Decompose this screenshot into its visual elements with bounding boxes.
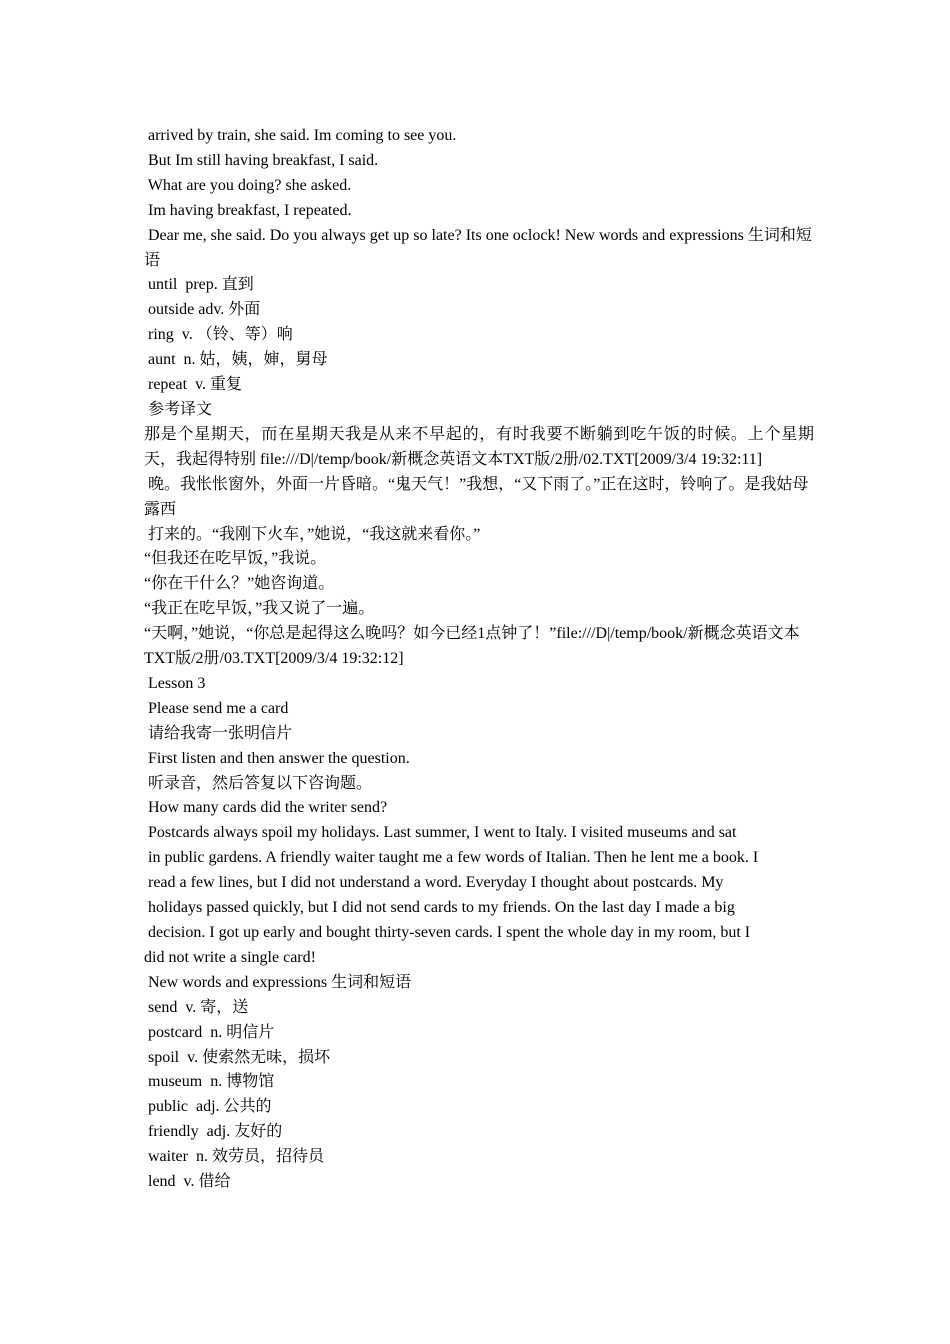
vocab-item: until prep. 直到 xyxy=(144,276,254,294)
text-line: But Im still having breakfast, I said. xyxy=(144,151,379,169)
text-line: holidays passed quickly, but I did not send cards to my friends. On the last day I made a big xyxy=(144,899,735,917)
text-line: in public gardens. A friendly waiter taught me a few words of Italian. Then he lent me a book. I xyxy=(144,849,759,867)
vocab-item: spoil v. 使索然无味，损坏 xyxy=(144,1048,331,1066)
text-line: Dear me, she said. Do you always get up so late? Its one oclock! New words and expressions 生词和短语 xyxy=(144,226,812,269)
vocab-item: send v. 寄，送 xyxy=(144,998,249,1016)
text-line: What are you doing? she asked. xyxy=(144,176,352,194)
text-line: First listen and then answer the question. xyxy=(144,749,410,767)
vocab-item: aunt n. 姑，姨，婶，舅母 xyxy=(144,351,328,369)
text-line: read a few lines, but I did not understand a word. Everyday I thought about postcards. My xyxy=(144,874,724,892)
section-heading: 参考译文 xyxy=(144,400,213,418)
vocab-item: postcard n. 明信片 xyxy=(144,1023,275,1041)
vocab-item: lend v. 借给 xyxy=(144,1173,231,1191)
text-line: 听录音，然后答复以下咨询题。 xyxy=(144,774,373,792)
text-line: Postcards always spoil my holidays. Last summer, I went to Italy. I visited museums and sat xyxy=(144,824,737,842)
vocab-item: waiter n. 效劳员，招待员 xyxy=(144,1148,324,1166)
lesson-title: Lesson 3 xyxy=(144,674,206,692)
text-line: 打来的。“我刚下火车，”她说，“我这就来看你。” xyxy=(144,525,481,543)
text-line: decision. I got up early and bought thirty-seven cards. I spent the whole day in my room, but I xyxy=(144,924,751,941)
text-line: arrived by train, she said. Im coming to see you. xyxy=(144,127,457,144)
text-line: 晚。我怅怅窗外，外面一片昏暗。“鬼天气！”我想，“又下雨了。”正在这时，铃响了。是我姑母露西 xyxy=(144,475,809,518)
lesson-subtitle: Please send me a card xyxy=(144,699,289,717)
vocab-item: ring v. （铃、等）响 xyxy=(144,326,293,344)
document-page xyxy=(144,124,814,1195)
text-line: 那是个星期天，而在星期天我是从来不早起的，有时我要不断躺到吃午饭的时候。上个星期天，我起得特别 file:///D|/temp/book/新概念英语文本TXT版/2册/02.TXT[2009/3/4 19:32:11] xyxy=(144,425,814,468)
text-line: “我正在吃早饭，”我又说了一遍。 xyxy=(144,600,375,618)
text-line: “天啊，”她说，“你总是起得这么晚吗？如今已经1点钟了！”file:///D|/temp/book/新概念英语文本TXT版/2册/03.TXT[2009/3/4 19:32:12] xyxy=(144,625,800,668)
vocab-item: repeat v. 重复 xyxy=(144,376,243,394)
text-line: “你在干什么？”她咨询道。 xyxy=(144,575,335,593)
vocab-item: outside adv. 外面 xyxy=(144,301,261,319)
vocab-item: friendly adj. 友好的 xyxy=(144,1123,283,1141)
text-line: did not write a single card! xyxy=(144,948,316,966)
question-line: How many cards did the writer send? xyxy=(144,799,388,817)
text-line: “但我还在吃早饭，”我说。 xyxy=(144,550,327,568)
vocab-item: public adj. 公共的 xyxy=(144,1098,272,1116)
text-line: Im having breakfast, I repeated. xyxy=(144,201,352,219)
lesson-subtitle-translation: 请给我寄一张明信片 xyxy=(144,724,293,742)
section-heading: New words and expressions 生词和短语 xyxy=(144,973,412,991)
vocab-item: museum n. 博物馆 xyxy=(144,1073,275,1091)
